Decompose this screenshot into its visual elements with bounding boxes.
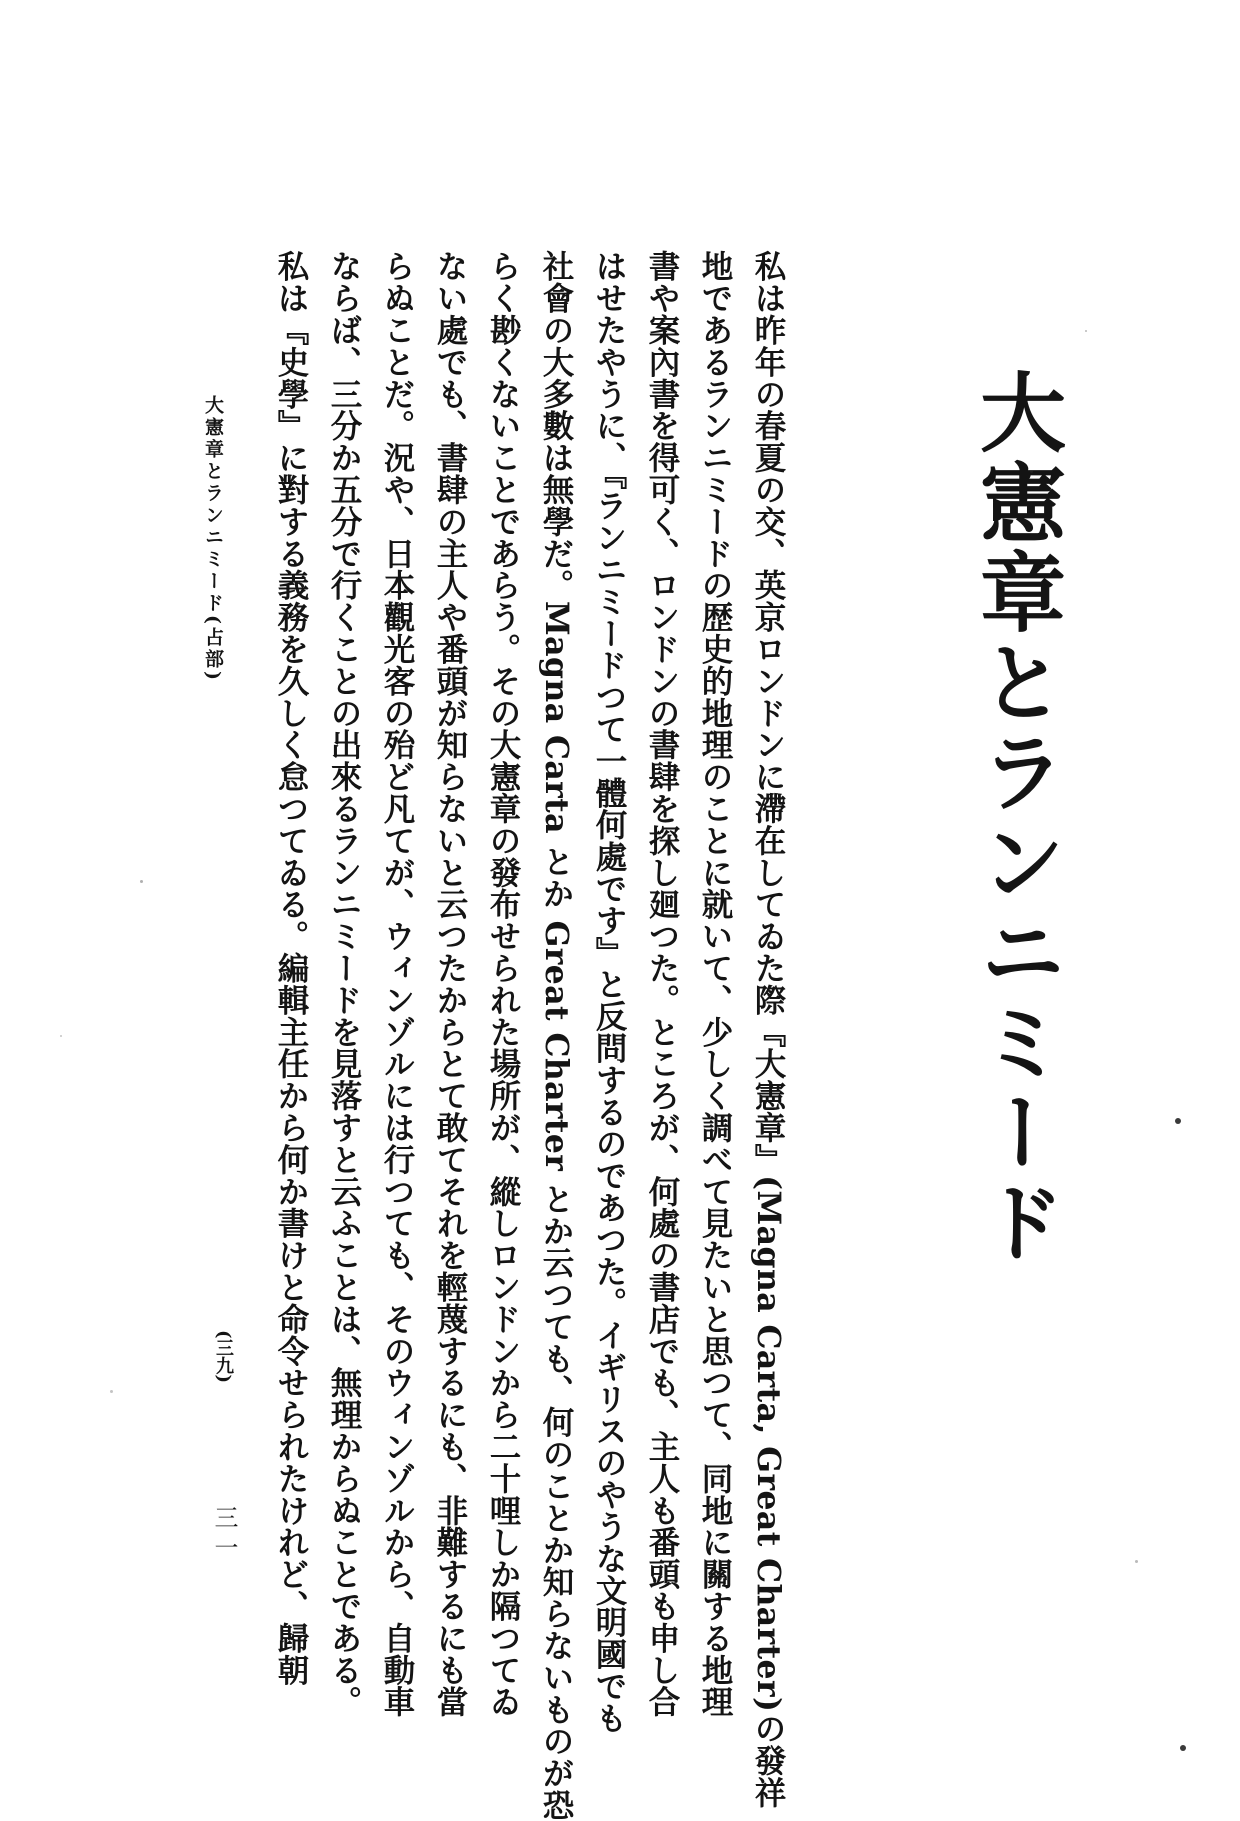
body-line: らく尠くないことであらう。その大憲章の發布せられた場所が、縱しロンドンから二十哩しか隔つてゐ [485,250,522,1718]
body-line: ならば、三分か五分で行くことの出來るランニミードを見落すと云ふことは、無理からぬことである。 [326,250,363,1718]
issue-number: (三九) [213,1330,234,1384]
body-line: はせたやうに、『ランニミードつて一體何處です』と反問するのであつた。イギリスのやうな文明國でも [591,250,628,1734]
body-line: 地であるランニミードの歴史的地理のことに就いて、少しく調べて見たいと思つて、同地に關する地理 [697,250,734,1718]
body-line: 私は『史學』に對する義務を久しく怠つてゐる。編輯主任から何か書けと命令せられたけれど、歸朝 [273,250,310,1686]
page-number: 三一 [210,1505,238,1565]
body-line: 私は昨年の春夏の交、英京ロンドンに滯在してゐた際『大憲章』(Magna Carta, Great Charter)の發祥 [750,250,787,1808]
scan-speck [60,1035,62,1037]
running-header: 大憲章とランニミード(占部) [202,395,224,683]
article-title: 大憲章とランニミード [965,368,1066,1268]
body-line: 社會の大多數は無學だ。Magna Carta とか Great Charter とか云つても、何のことか知らないものが恐 [538,250,575,1821]
scan-speck [1175,1118,1181,1124]
body-line: ない處でも、書肆の主人や番頭が知らないと云つたからとて敢てそれを輕蔑するにも、非難するにも當 [432,250,469,1718]
body-line: らぬことだ。況や、日本觀光客の殆ど凡てが、ウィンゾルには行つても、そのウィンゾルから、自動車 [379,250,416,1718]
body-line: 書や案內書を得可く、ロンドンの書肆を探し廻つた。ところが、何處の書店でも、主人も番頭も申し合 [644,250,681,1718]
scan-speck [140,880,143,883]
scan-speck [1180,1745,1186,1751]
scan-speck [110,1390,113,1393]
article-body [265,250,795,1821]
scan-speck [1030,470,1033,473]
scan-speck [1135,1560,1138,1563]
scan-speck [1085,330,1087,332]
